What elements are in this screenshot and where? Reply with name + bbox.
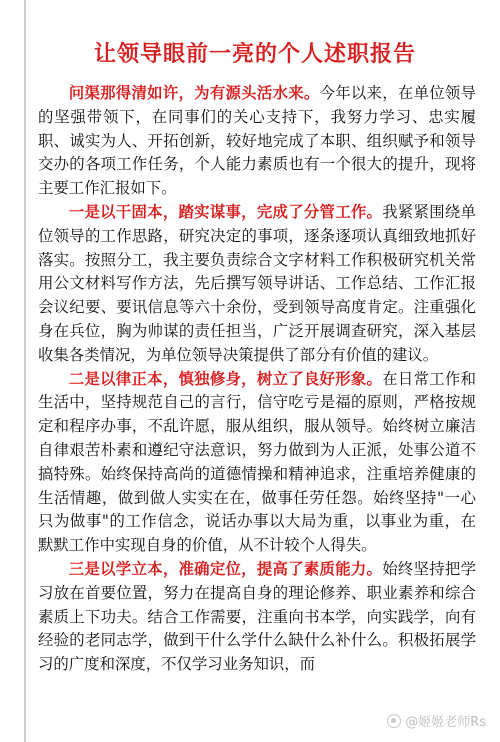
paragraph-intro bbox=[38, 82, 476, 201]
paragraph-body: 今年以来，在单位领导的坚强带领下，在同事们的关心支持下，我努力学习、忠实履职、诚实为人、开拓创新，较好地完成了本职、组织赋予和领导交办的各项工作任务，个人能力素质也有一个很大的提升，现将主要工作汇报如下。 bbox=[38, 84, 476, 198]
watermark-text: @姬姬老师Rs bbox=[405, 715, 486, 730]
paragraph-section-1 bbox=[38, 201, 476, 368]
paragraph-lead: 一是以干固本，踏实谋事，完成了分管工作。 bbox=[68, 202, 383, 221]
page-title: 让领导眼前一亮的个人述职报告 bbox=[93, 41, 416, 67]
watermark-logo-icon bbox=[387, 714, 401, 728]
watermark bbox=[387, 711, 486, 730]
paragraph-lead: 二是以律正本，慎独修身，树立了良好形象。 bbox=[68, 369, 383, 388]
page-edge-rule bbox=[24, 0, 26, 742]
document-page bbox=[30, 0, 480, 742]
paragraph-body: 我紧紧围绕单位领导的工作思路，研究决定的事项，逐条逐项认真细致地抓好落实。按照分工，我主要负责综合文字材料工作积极研究机关常用公文材料写作方法，先后撰写领导讲话、工作总结、工作汇报会议纪要、要讯信息等六十余份，受到领导高度肯定。注重强化身在兵位，胸为帅谋的责任担当，广泛开展调查研究，深入基层收集各类情况，为单位领导决策提供了部分有价值的建议。 bbox=[38, 202, 476, 364]
paragraph-section-2 bbox=[38, 368, 476, 558]
paragraph-lead: 问渠那得清如许，为有源头活水来。 bbox=[68, 84, 320, 102]
paragraph-lead: 三是以学立本，准确定位，提高了素质能力。 bbox=[68, 559, 383, 578]
paragraph-body: 始终坚持把学习放在首要位置，努力在提高自身的理论修养、职业素养和综合素质上下功夫。结合工作需要，注重向书本学，向实践学，向有经验的老同志学，做到干什么学什么缺什么补什么。积极拓展学习的广度和深度，不仅学习业务知识，而 bbox=[38, 559, 476, 674]
paragraph-section-3 bbox=[38, 558, 476, 677]
paragraph-body: 在日常工作和生活中，坚持规范自己的言行，信守吃亏是福的原则，严格按规定和程序办事，不乱许愿，服从组织，服从领导。始终树立廉洁自律艰苦朴素和遵纪守法意识，努力做到为人正派，处事公道不搞特殊。始终保持高尚的道德情操和精神追求，注重培养健康的生活情趣，做到做人实实在在，做事任劳任怨。始终坚持"一心只为做事"的工作信念，说话办事以大局为重，以事业为重，在默默工作中实现自身的价值，从不计较个人得失。 bbox=[38, 369, 476, 555]
